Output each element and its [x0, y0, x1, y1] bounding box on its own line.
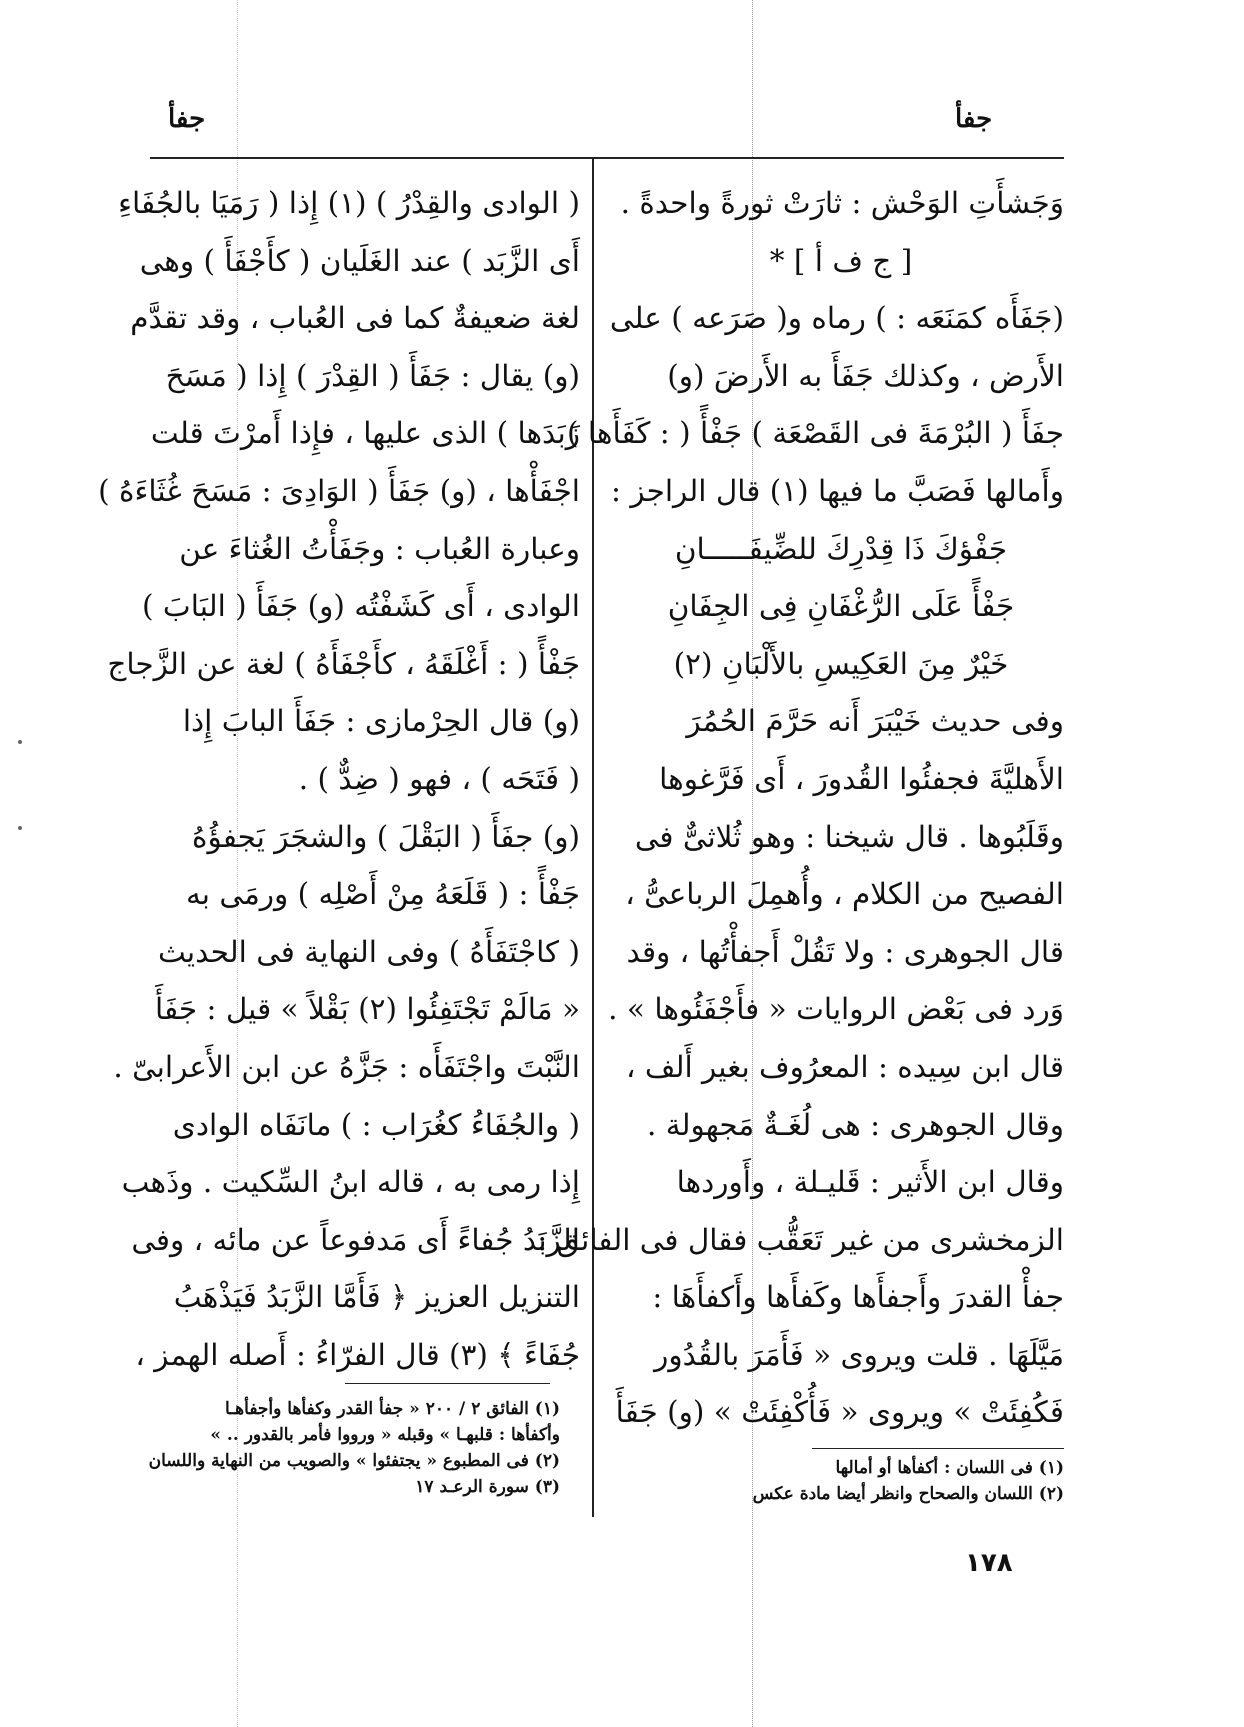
- text-line: وَجَشأَتِ الوَحْش : ثارَتْ ثورةً واحدةً .: [620, 186, 1064, 220]
- text-line: (و) جفَأَ ( البَقْلَ ) والشجَرَ يَجفؤُهُ: [192, 819, 580, 854]
- running-header-right: جفأ: [955, 104, 993, 134]
- text-line: إِذا رمى به ، قاله ابنُ السِّكيت . وذَهب: [121, 1165, 580, 1200]
- text-line: وقال الجوهرى : هى لُغَـةٌ مَجهولة .: [646, 1107, 1064, 1142]
- footnote-rule-left: [345, 1383, 550, 1384]
- text-line: اجْفَأْها ، (و) جَفَأَ ( الوَادِىَ : مَسَحَ غُثَاءَهُ ): [98, 473, 580, 508]
- page-number: ١٧٨: [965, 1548, 1013, 1578]
- footnote: (٣) سورة الرعـد ١٧: [415, 1477, 560, 1497]
- text-line: فَكُفِئَتْ » ويروى « فَأُكْفِئَتْ » (و) جَفَأَ: [615, 1395, 1064, 1430]
- text-line: وفى حديث خَيْبَرَ أَنه حَرَّمَ الحُمُرَ: [686, 704, 1064, 739]
- left-column: [98, 175, 580, 1384]
- text-line: النَّبْتَ واجْتَفَأَه : جَزَّهُ عن ابن الأَعرابىّ .: [113, 1049, 580, 1084]
- text-line: الزَّبَدُ جُفاءً أَى مَدفوعاً عن مائه ، وفى: [131, 1222, 580, 1257]
- text-line: التنزيل العزيز ﴿ فَأَمَّا الزَّبَدُ فَيَذْهَبُ: [173, 1280, 580, 1315]
- right-column: [537, 175, 1064, 1442]
- header-rule: [150, 157, 1064, 159]
- text-line: جُفَاءً ﴾ (٣) قال الفرّاءُ : أَصله الهمز ،: [135, 1337, 580, 1372]
- footnote: وأكفأها : قلبهـا » وقبله « ورووا فأمر بالقدور .. »: [210, 1425, 560, 1445]
- text-line: وأَمالها فَصَبَّ ما فيها (١) قال الراجز :: [611, 473, 1064, 508]
- text-line: جَفْأً ( : أَغْلَقَهُ ، كأَجْفَأَهُ ) لغة عن الزَّجاج: [107, 646, 580, 681]
- text-line: قال ابن سِيده : المعرُوف بغير أَلف ،: [626, 1049, 1064, 1084]
- text-line: مَيَّلَهَا . قلت ويروى « فَأَمَرَ بالقُدُور: [654, 1337, 1064, 1372]
- text-line: لغة ضعيفةٌ كما فى العُباب ، وقد تقدَّم: [130, 301, 580, 336]
- text-line: وَرد فى بَعْض الروايات « فأَجْفَئُوها » .: [608, 992, 1064, 1027]
- verse-line: جَفْؤكَ ذَا قِدْرِكَ للضِّيفَـــــانِ: [674, 531, 1008, 566]
- text-line: (و) قال الحِرْمازى : جَفَأَ البابَ إِذا: [182, 704, 580, 739]
- footnote: (٢) فى المطبوع « يجتفئوا » والصويب من النهاية واللسان: [148, 1451, 560, 1471]
- scan-speck: [18, 826, 22, 830]
- text-line: وقَلَبُوها . قال شيخنا : وهو ثُلاثىٌّ فى: [634, 819, 1064, 854]
- text-line: ( الوادى والقِدْرُ ) (١) إِذا ( رَمَيَا بالجُفَاءِ: [118, 186, 580, 220]
- text-line: قال الجوهرى : ولا تَقُلْ أَجفأْتُها ، وقد: [626, 934, 1064, 969]
- text-line: الفصيح من الكلام ، وأُهمِلَ الرباعىُّ ،: [625, 877, 1064, 912]
- text-line: الأَرض ، وكذلك جَفَأَ به الأَرضَ (و): [667, 358, 1064, 393]
- text-line: الأَهليَّةَ فجفئُوا القُدورَ ، أَى فَرَّغوها: [659, 761, 1064, 796]
- scan-speck: [18, 740, 22, 744]
- text-line: زَبَدَها ) الذى عليها ، فإِذا أَمرْتَ قلت: [150, 416, 580, 451]
- text-line: جفأْ القدرَ وأَجفأَها وكَفأَها وأَكفأَهَا :: [652, 1280, 1064, 1315]
- column-divider: [592, 157, 594, 1517]
- text-line: جَفْأً : ( قَلَعَهُ مِنْ أَصْلِه ) ورمَى به: [185, 877, 580, 912]
- footnotes-left: [150, 1396, 560, 1500]
- entry-heading: [ ج ف أ ] *: [769, 243, 913, 278]
- text-line: أَى الزَّبَد ) عند الغَلَيان ( كأَجْفَأَ ) وهى: [139, 243, 580, 278]
- text-line: وقال ابن الأَثير : قَليـلة ، وأَوردها: [676, 1165, 1064, 1200]
- footnote: (١) فى اللسان : أكفأها أو أمالها: [835, 1458, 1064, 1478]
- text-line: (و) يقال : جَفَأَ ( القِدْرَ ) إِذا ( مَسَحَ: [165, 358, 580, 393]
- text-line: ( والجُفَاءُ كغُرَاب : ) مانَفَاه الوادى: [172, 1107, 580, 1142]
- text-line: وعبارة العُباب : وجَفَأْتُ الغُثاءَ عن: [179, 531, 580, 566]
- text-line: ( فَتَحَه ) ، فهو ( ضِدٌّ ) .: [298, 761, 580, 796]
- footnote-rule-right: [812, 1448, 1064, 1449]
- footnote: (٢) اللسان والصحاح وانظر أيضا مادة عكس: [752, 1484, 1064, 1504]
- verse-line: جَفْأً عَلَى الرُّغْفَانِ فِى الجِفَانِ: [667, 589, 1015, 624]
- text-line: الزمخشرى من غير تَعَقُّب فقال فى الفائق :: [537, 1222, 1064, 1257]
- text-line: جفَأَ ( البُرْمَةَ فى القَصْعَة ) جَفْأً ( : كَفَأَها ): [567, 416, 1064, 451]
- text-line: « مَالَمْ تَجْتَفِئُوا (٢) بَقْلاً » قيل : جَفَأَ: [155, 992, 580, 1027]
- footnotes-right: [700, 1455, 1064, 1507]
- text-line: (جَفَأَه كمَنَعَه : ) رماه و( صَرَعه ) على: [609, 301, 1064, 336]
- verse-line: خَيْرٌ مِنَ العَكِيسِ بالأَلْبَانِ (٢): [673, 646, 1009, 681]
- running-header-left: جفأ: [168, 104, 206, 134]
- text-line: الوادى ، أَى كَشَفْتُه (و) جَفَأَ ( البَابَ ): [142, 589, 580, 624]
- footnote: (١) الفائق ٢ / ٢٠٠ « جفأ القدر وكفأها وأجفأهـا: [225, 1399, 560, 1419]
- text-line: ( كاجْتَفَأَهُ ) وفى النهاية فى الحديث: [157, 934, 580, 969]
